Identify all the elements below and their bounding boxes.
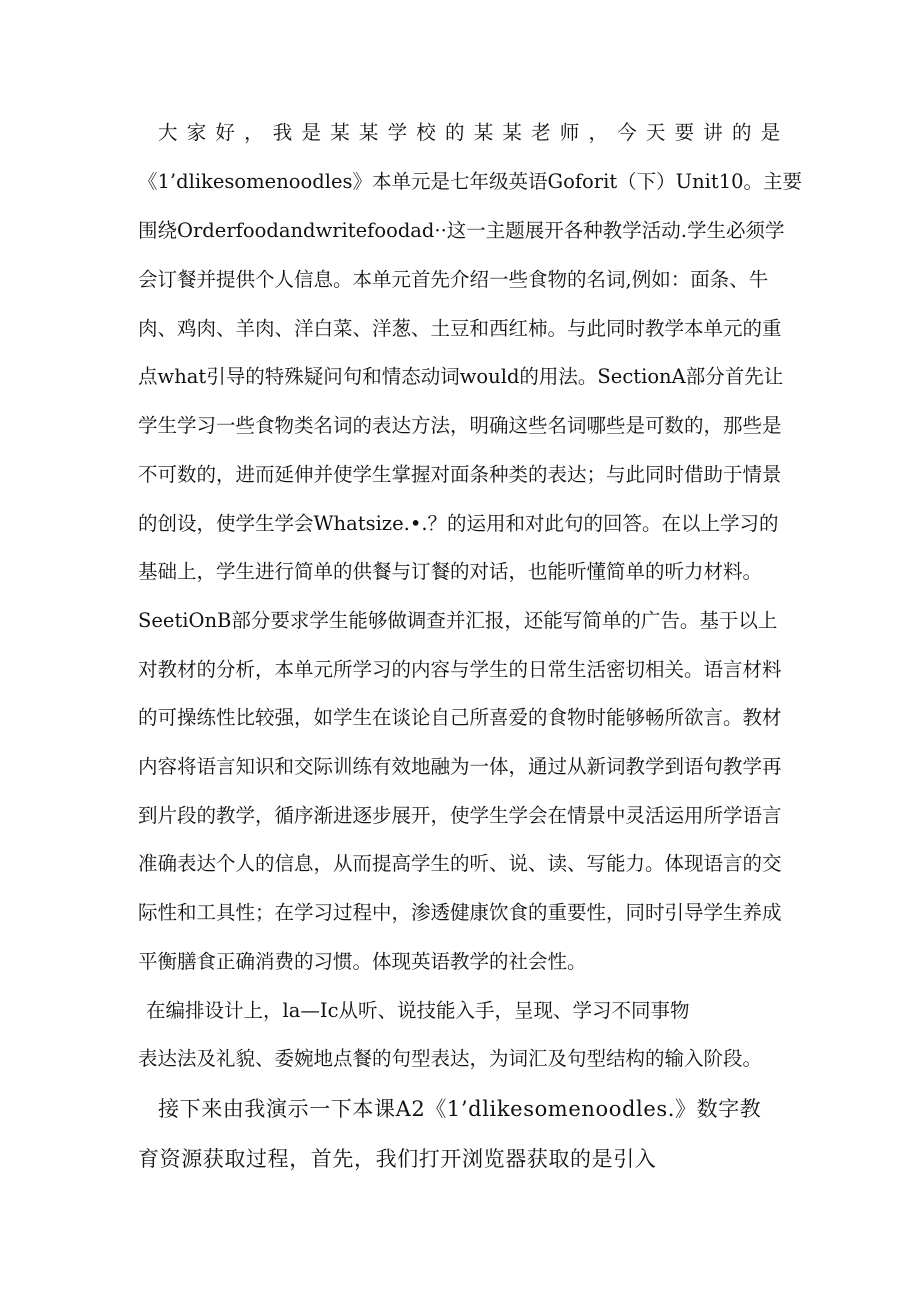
text-line: 育资源获取过程，首先，我们打开浏览器获取的是引入 — [138, 1147, 657, 1171]
text-line: 基础上，学生进行简单的供餐与订餐的对话，也能听懂简单的听力材料。 — [138, 560, 763, 583]
text-line: 表达法及礼貌、委婉地点餐的句型表达，为词汇及句型结构的输入阶段。 — [138, 1047, 763, 1070]
text-line: 的可操练性比较强，如学生在谈论自己所喜爱的食物时能够畅所欲言。教材 — [138, 706, 782, 729]
text-line: 围绕Orderfoodandwritefoodad··这一主题展开各种教学活动.学生必须学 — [138, 219, 785, 242]
text-line: 会订餐并提供个人信息。本单元首先介绍一些食物的名词,例如：面条、牛 — [138, 268, 769, 291]
text-line: 平衡膳食正确消费的习惯。体现英语教学的社会性。 — [138, 950, 587, 973]
text-line: SeetiOnB部分要求学生能够做调查并汇报，还能写简单的广告。基于以上 — [138, 609, 778, 632]
text-line: 准确表达个人的信息，从而提高学生的听、说、读、写能力。体现语言的交 — [138, 852, 782, 875]
text-line: 内容将语言知识和交际训练有效地融为一体，通过从新词教学到语句教学再 — [138, 755, 782, 778]
text-line: 对教材的分析，本单元所学习的内容与学生的日常生活密切相关。语言材料 — [138, 658, 782, 681]
text-line: 的创设，使学生学会Whatsize.•.？的运用和对此句的回答。在以上学习的 — [138, 512, 779, 535]
text-line: 不可数的，进而延伸并使学生掌握对面条种类的表达；与此同时借助于情景 — [138, 463, 782, 486]
text-line: 大家好，我是某某学校的某某老师，今天要讲的是 — [158, 121, 790, 144]
text-line: 接下来由我演示一下本课A2《1’dlikesomenoodles.》数字教 — [158, 1097, 762, 1121]
text-line: 《1’dlikesomenoodles》本单元是七年级英语Goforit（下）Unit10。主要 — [138, 170, 803, 193]
text-line: 到片段的教学，循序渐进逐步展开，使学生学会在情景中灵活运用所学语言 — [138, 804, 782, 827]
text-line: 学生学习一些食物类名词的表达方法，明确这些名词哪些是可数的，那些是 — [138, 414, 782, 437]
text-line: 肉、鸡肉、羊肉、洋白菜、洋葱、土豆和西红柿。与此同时教学本单元的重 — [138, 317, 782, 340]
text-line: 际性和工具性；在学习过程中，渗透健康饮食的重要性，同时引导学生养成 — [138, 901, 782, 924]
text-line: 点what引导的特殊疑问句和情态动词would的用法。SectionA部分首先让 — [138, 365, 784, 388]
text-line: 在编排设计上，la—Ic从听、说技能入手，呈现、学习不同事物 — [146, 999, 690, 1022]
